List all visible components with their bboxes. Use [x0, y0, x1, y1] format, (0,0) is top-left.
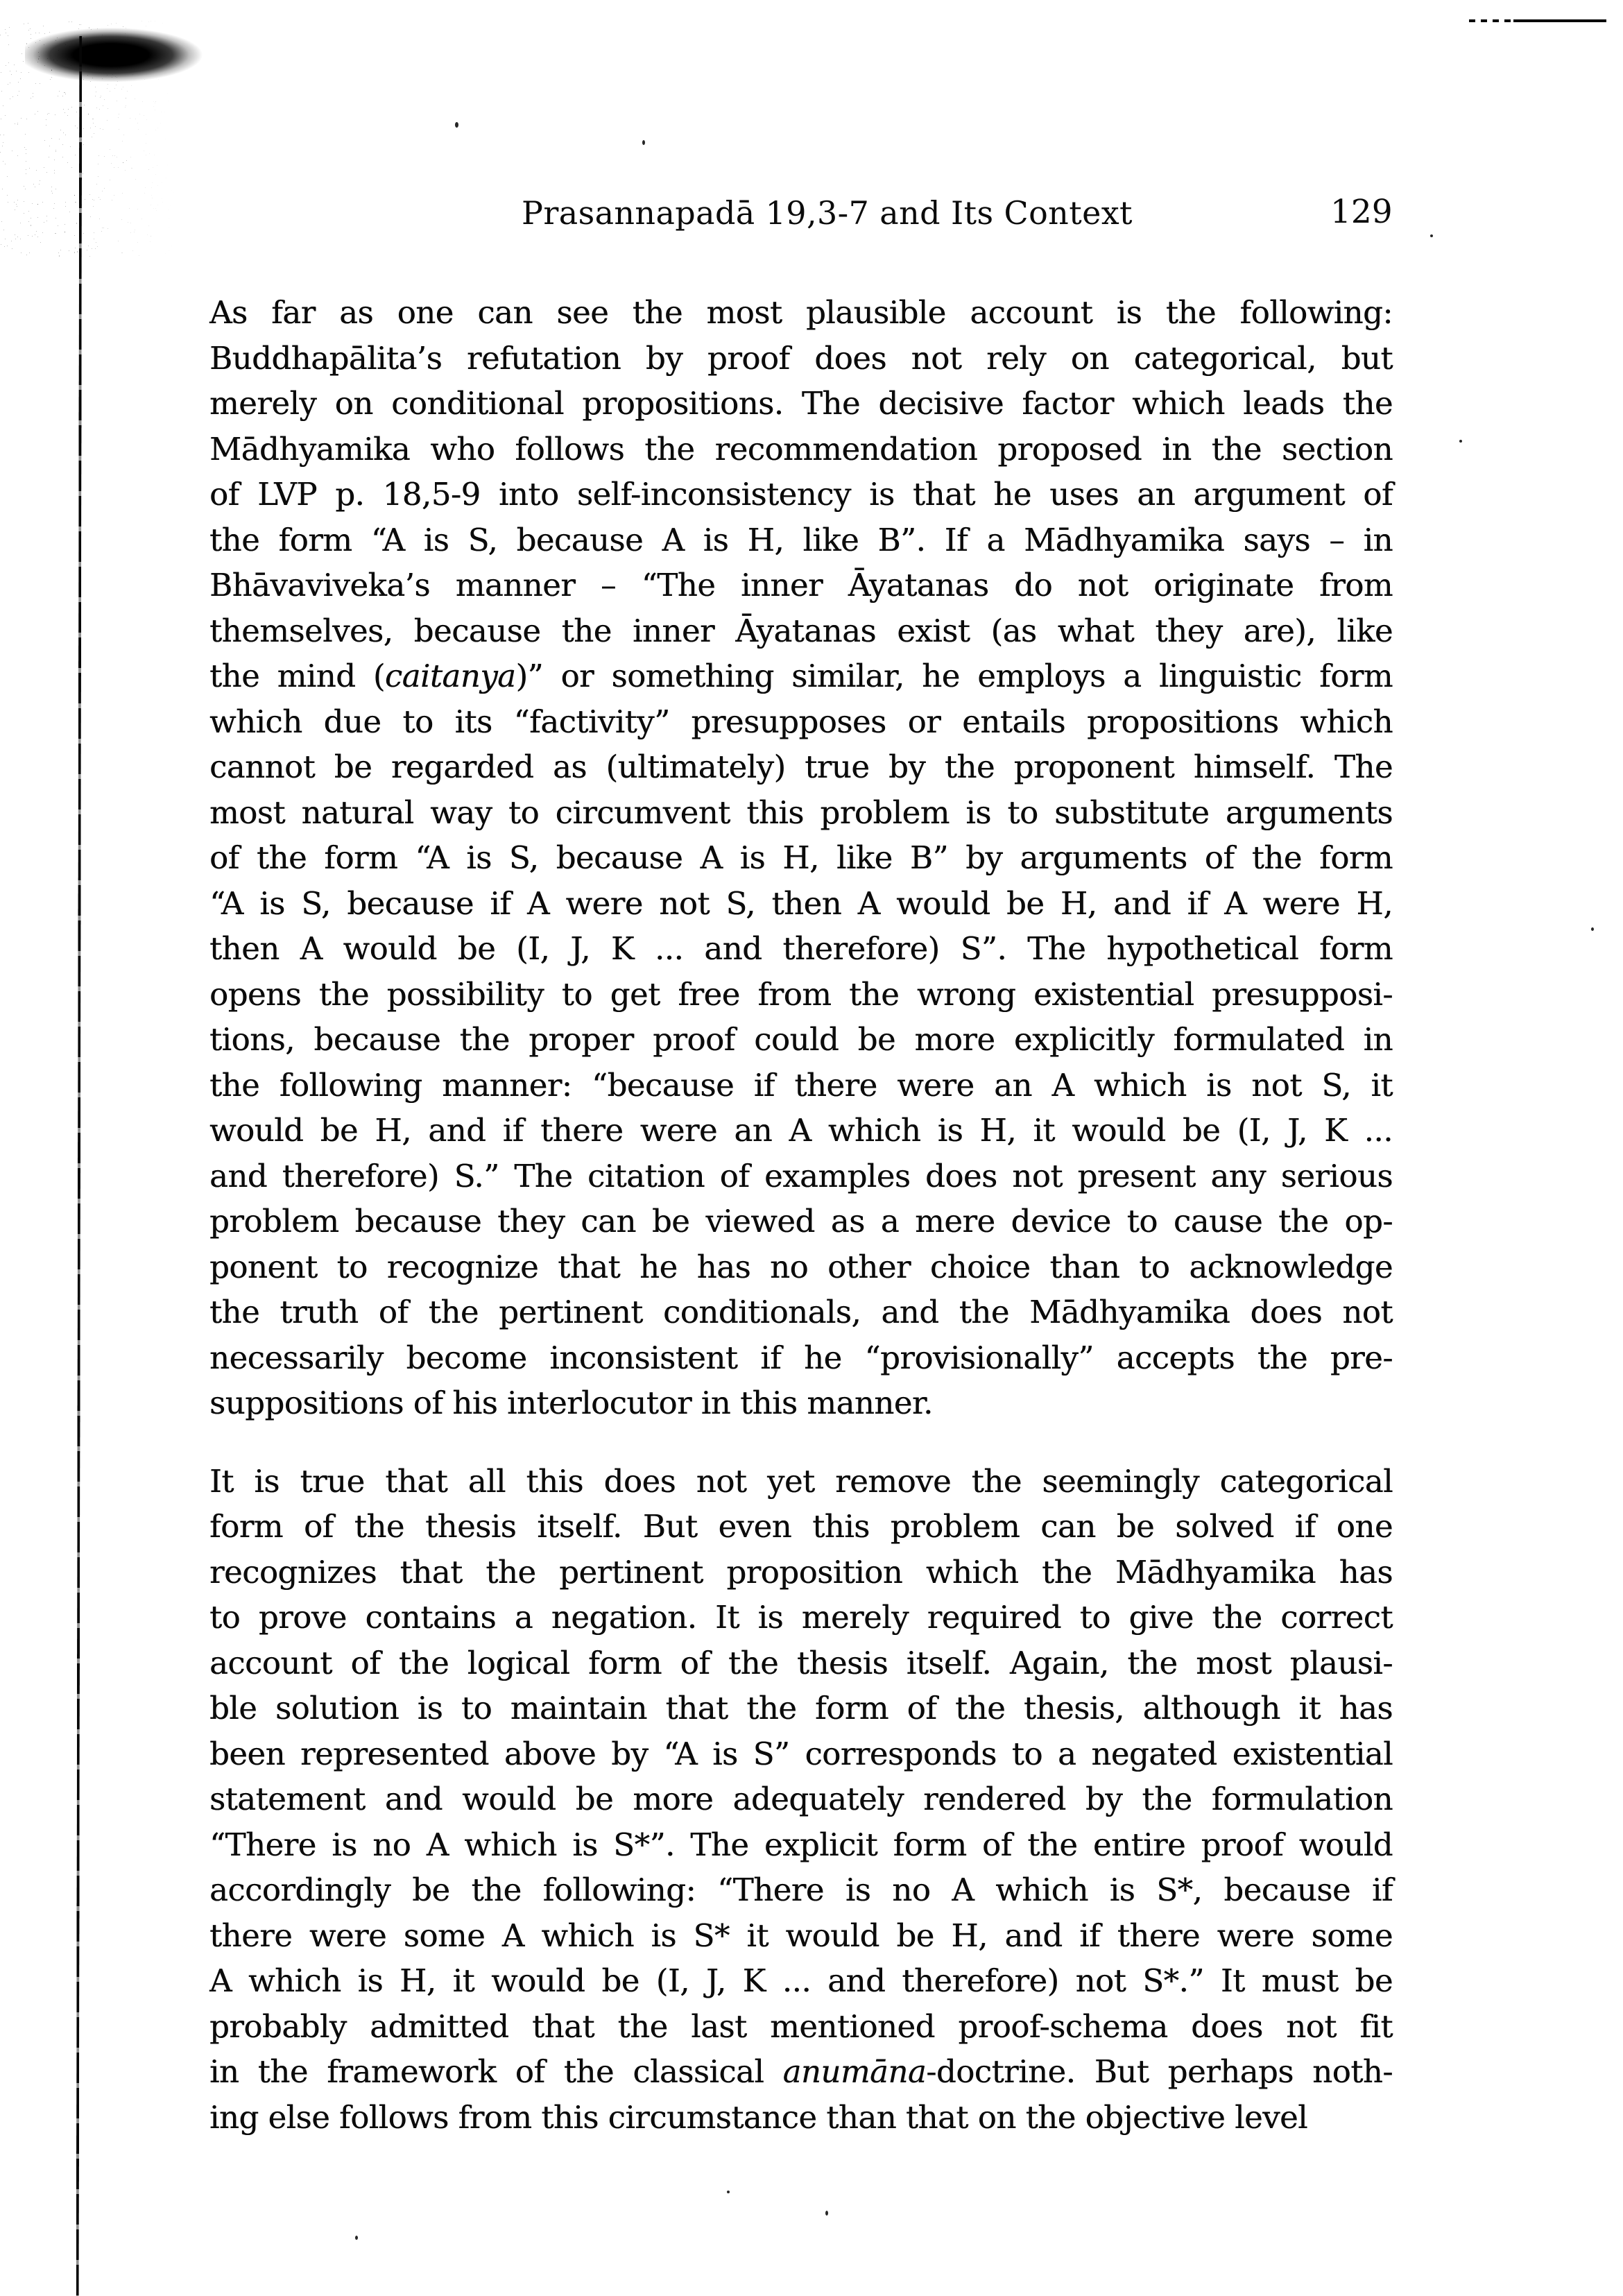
text-line: in the framework of the classical anumāna-doctrine. But perhaps noth-: [209, 2053, 1393, 2090]
text-line: accordingly be the following: “There is no A which is S*, because if: [209, 1871, 1393, 1908]
scan-speck: [642, 140, 645, 145]
text-line: the mind (caitanya)” or something similar, he employs a linguistic form: [209, 658, 1393, 694]
text-line: the following manner: “because if there were an A which is not S, it: [209, 1066, 1393, 1104]
text-line: probably admitted that the last mentioned proof-schema does not fit: [209, 2007, 1393, 2045]
text-line: there were some A which is S* it would be H, and if there were some: [209, 1917, 1393, 1954]
text-line: suppositions of his interlocutor in this manner.: [209, 1385, 933, 1421]
text-line: A which is H, it would be (I, J, K ... and therefore) not S*.” It must be: [209, 1962, 1393, 1999]
text-line: been represented above by “A is S” corresponds to a negated existential: [209, 1735, 1393, 1772]
text-line: most natural way to circumvent this problem is to substitute arguments: [209, 794, 1393, 831]
text-line: the truth of the pertinent conditionals, and the Mādhyamika does not: [209, 1294, 1393, 1330]
running-head-title: Prasannapadā 19,3-7 and Its Context: [522, 194, 1133, 232]
scan-speck: [1459, 440, 1462, 443]
text-line: then A would be (I, J, K ... and therefore) S”. The hypothetical form: [209, 930, 1393, 967]
text-line: of the form “A is S, because A is H, like B” by arguments of the form: [209, 839, 1393, 876]
scan-speck: [455, 122, 458, 128]
text-line: “There is no A which is S*”. The explicit form of the entire proof would: [209, 1826, 1393, 1863]
text-line: cannot be regarded as (ultimately) true by the proponent himself. The: [209, 748, 1393, 785]
scan-edge-rule-dashes: [1469, 19, 1513, 22]
text-line: of LVP p. 18,5-9 into self-inconsistency is that he uses an argument of: [209, 476, 1393, 513]
scan-noise-band: [0, 0, 180, 2296]
scan-speck: [825, 2211, 828, 2216]
text-line: opens the possibility to get free from the wrong existential presupposi-: [209, 975, 1393, 1013]
text-line: ing else follows from this circumstance than that on the objective level: [209, 2098, 1308, 2136]
text-line: ble solution is to maintain that the form of the thesis, although it has: [209, 1690, 1393, 1727]
page-number: 129: [1330, 193, 1393, 231]
text-line: which due to its “factivity” presupposes or entails propositions which: [209, 703, 1393, 740]
scan-speck: [1430, 234, 1433, 237]
text-line: Mādhyamika who follows the recommendation proposed in the section: [209, 430, 1393, 468]
text-line: the form “A is S, because A is H, like B”. If a Mādhyamika says – in: [209, 521, 1393, 558]
text-line: problem because they can be viewed as a mere device to cause the op-: [209, 1203, 1393, 1240]
text-line: and therefore) S.” The citation of examples does not present any serious: [209, 1157, 1393, 1194]
scan-edge-rule-solid: [1513, 19, 1606, 22]
text-line: As far as one can see the most plausible account is the following:: [209, 294, 1393, 331]
text-line: tions, because the proper proof could be more explicitly formulated in: [209, 1021, 1393, 1058]
paragraph-1: [209, 290, 1393, 1426]
scan-speck: [1591, 927, 1594, 931]
scan-speck: [727, 2191, 730, 2193]
text-line: ponent to recognize that he has no other choice than to acknowledge: [209, 1248, 1393, 1285]
text-line: to prove contains a negation. It is merely required to give the correct: [209, 1599, 1393, 1636]
text-line: It is true that all this does not yet remove the seemingly categorical: [209, 1462, 1393, 1500]
text-line: Bhāvaviveka’s manner – “The inner Āyatanas do not originate from: [209, 567, 1393, 603]
scan-ink-blob: [25, 25, 240, 92]
text-line: would be H, and if there were an A which is H, it would be (I, J, K ...: [209, 1112, 1393, 1149]
page-body: [209, 290, 1393, 2140]
text-line: merely on conditional propositions. The decisive factor which leads the: [209, 385, 1393, 422]
text-line: “A is S, because if A were not S, then A would be H, and if A were H,: [209, 884, 1393, 922]
text-line: account of the logical form of the thesis itself. Again, the most plausi-: [209, 1644, 1393, 1681]
text-line: themselves, because the inner Āyatanas exist (as what they are), like: [209, 612, 1393, 649]
scan-gutter-line: [76, 36, 83, 2296]
paragraph-2: [209, 1459, 1393, 2141]
scan-speck: [355, 2236, 358, 2240]
text-line: recognizes that the pertinent proposition which the Mādhyamika has: [209, 1553, 1393, 1591]
text-line: form of the thesis itself. But even this problem can be solved if one: [209, 1508, 1393, 1545]
text-line: statement and would be more adequately rendered by the formulation: [209, 1781, 1393, 1817]
scan-edge-rule: [1469, 19, 1606, 22]
scan-noise-texture: [0, 0, 180, 2296]
text-line: Buddhapālita’s refutation by proof does not rely on categorical, but: [209, 339, 1393, 377]
text-line: necessarily become inconsistent if he “provisionally” accepts the pre-: [209, 1339, 1393, 1376]
